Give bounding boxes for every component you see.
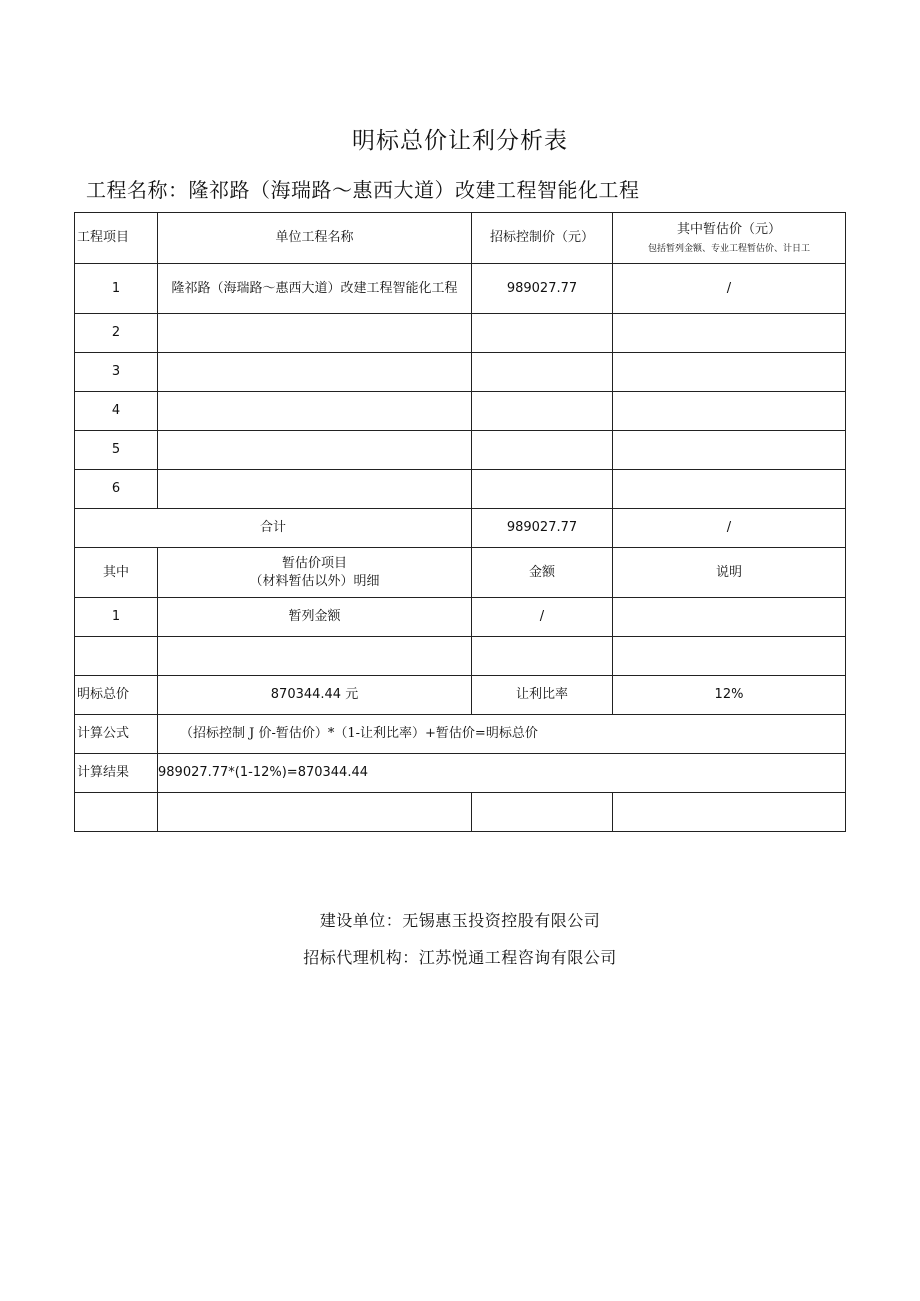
row-control-price: [472, 353, 613, 392]
row-provisional: /: [613, 264, 846, 314]
total-provisional: /: [613, 509, 846, 548]
row-control-price: [472, 470, 613, 509]
table-row: [75, 264, 846, 314]
table-row: [75, 470, 846, 509]
empty-row: [75, 793, 846, 832]
row-control-price: [472, 392, 613, 431]
ratio-value: 12%: [613, 676, 846, 715]
detail-note: [613, 598, 846, 637]
table-row: [75, 353, 846, 392]
formula-label: 计算公式: [75, 715, 158, 754]
detail-header-item-line1: 暂估价项目: [281, 555, 347, 571]
bidding-agency: 招标代理机构：江苏悦通工程咨询有限公司: [303, 948, 617, 967]
construction-unit: 建设单位：无锡惠玉投资控股有限公司: [319, 911, 601, 930]
row-number: 5: [75, 431, 158, 470]
detail-header-amount: 金额: [472, 548, 613, 598]
detail-amount: /: [472, 598, 613, 637]
row-unit-name: 隆祁路（海瑞路～惠西大道）改建工程智能化工程: [158, 264, 472, 314]
formula-row: [75, 715, 846, 754]
empty-cell: [158, 793, 472, 832]
header-provisional: [613, 213, 846, 264]
summary-row: [75, 676, 846, 715]
row-unit-name: [158, 431, 472, 470]
empty-cell: [158, 637, 472, 676]
row-provisional: [613, 470, 846, 509]
empty-cell: [613, 637, 846, 676]
row-unit-name: [158, 470, 472, 509]
total-label: 合计: [75, 509, 472, 548]
header-unit-name: 单位工程名称: [158, 213, 472, 264]
detail-item: 暂列金额: [158, 598, 472, 637]
row-unit-name: [158, 392, 472, 431]
row-number: 6: [75, 470, 158, 509]
row-provisional: [613, 314, 846, 353]
summary-value: 870344.44 元: [158, 676, 472, 715]
detail-number: 1: [75, 598, 158, 637]
total-row: [75, 509, 846, 548]
result-text: 989027.77*(1-12%)=870344.44: [158, 754, 846, 793]
empty-cell: [472, 793, 613, 832]
empty-cell: [75, 637, 158, 676]
ratio-label: 让利比率: [472, 676, 613, 715]
table-row: [75, 314, 846, 353]
row-unit-name: [158, 314, 472, 353]
row-number: 1: [75, 264, 158, 314]
result-label: 计算结果: [75, 754, 158, 793]
detail-row: [75, 598, 846, 637]
header-project-item: 工程项目: [75, 213, 158, 264]
empty-cell: [613, 793, 846, 832]
row-provisional: [613, 353, 846, 392]
detail-header-item: [158, 548, 472, 598]
formula-text: （招标控制 J 价-暂估价）*（1-让利比率）+暂估价=明标总价: [158, 715, 846, 754]
table-row: [75, 431, 846, 470]
row-provisional: [613, 431, 846, 470]
header-provisional-main: 其中暂估价（元）: [676, 222, 781, 238]
header-control-price: 招标控制价（元）: [472, 213, 613, 264]
detail-header-row: [75, 548, 846, 598]
empty-row: [75, 637, 846, 676]
page-title: 明标总价让利分析表: [352, 128, 568, 154]
analysis-table: [74, 212, 846, 832]
row-control-price: 989027.77: [472, 264, 613, 314]
detail-header-item-line2: （材料暂估以外）明细: [249, 573, 380, 589]
row-number: 4: [75, 392, 158, 431]
row-number: 2: [75, 314, 158, 353]
header-row: [75, 213, 846, 264]
row-control-price: [472, 314, 613, 353]
summary-label: 明标总价: [75, 676, 158, 715]
row-unit-name: [158, 353, 472, 392]
detail-header-note: 说明: [613, 548, 846, 598]
row-number: 3: [75, 353, 158, 392]
result-row: [75, 754, 846, 793]
row-provisional: [613, 392, 846, 431]
header-provisional-sub: 包括暂列金额、专业工程暂估价、计日工: [647, 243, 810, 254]
total-control-price: 989027.77: [472, 509, 613, 548]
empty-cell: [472, 637, 613, 676]
row-control-price: [472, 431, 613, 470]
project-name: 工程名称：隆祁路（海瑞路～惠西大道）改建工程智能化工程: [86, 178, 640, 202]
detail-header-of-which: 其中: [75, 548, 158, 598]
empty-cell: [75, 793, 158, 832]
table-row: [75, 392, 846, 431]
